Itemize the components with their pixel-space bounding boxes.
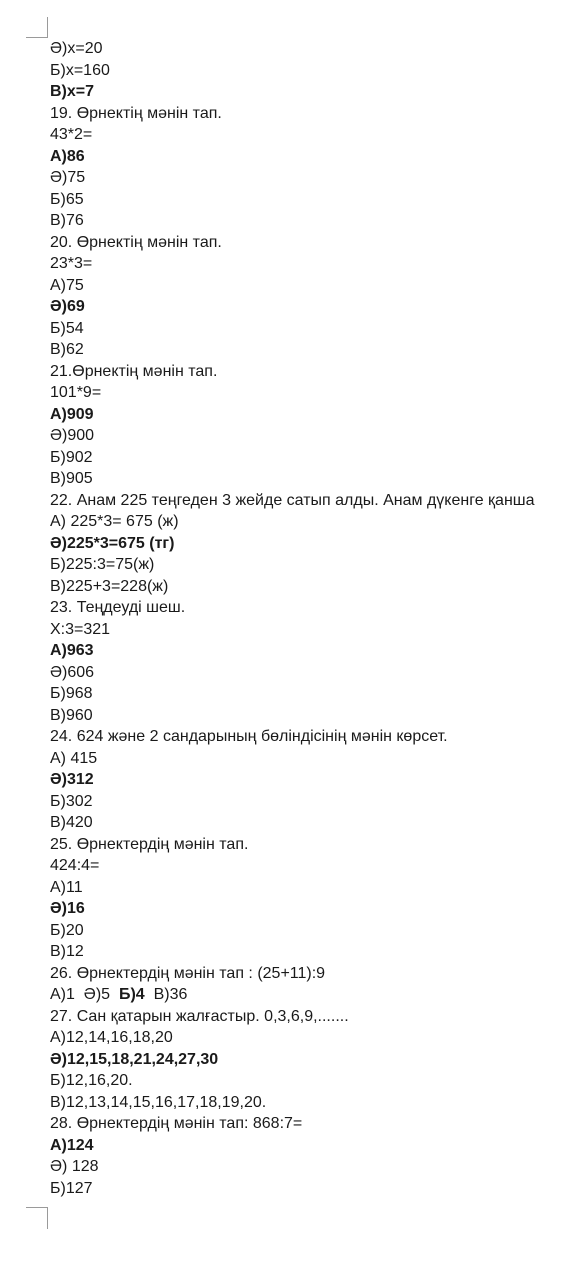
text-line: 424:4= <box>50 857 100 874</box>
q26-options-line <box>50 984 576 1006</box>
text-line: Б)x=160 <box>50 61 110 79</box>
text-line: В)420 <box>50 814 93 831</box>
q26-option-b: Б)4 <box>118 986 145 1003</box>
text-line: Б)12,16,20. <box>50 1072 133 1089</box>
text-line: Ә)x=20 <box>50 40 103 57</box>
text-line: Б)302 <box>50 792 93 810</box>
text-line: А)75 <box>50 276 84 294</box>
text-line: 25. Өрнектердің мәнін тап. <box>50 835 249 853</box>
crop-mark-bottom-vertical <box>47 1207 48 1229</box>
answer-line-highlighted: Ә)312 <box>50 771 94 788</box>
text-line: 22. Анам 225 теңгеден 3 жейде сатып алды. Анам дүкенге қанша <box>50 491 535 509</box>
text-line: А) 415 <box>50 749 98 767</box>
document-page <box>50 38 576 1199</box>
text-line: Б)902 <box>50 448 93 466</box>
text-line: Ә)75 <box>50 169 86 186</box>
text-line: 28. Өрнектердің мәнін тап: 868:7= <box>50 1115 303 1132</box>
text-line: В)76 <box>50 212 84 229</box>
text-line: 19. Өрнектің мәнін тап. <box>50 104 222 122</box>
text-line: 24. 624 және 2 сандарының бөліндісінің мәнін көрсет. <box>50 728 448 745</box>
answer-line-highlighted: Ә)12,15,18,21,24,27,30 <box>50 1050 219 1068</box>
q26-option-v: В)36 <box>153 986 188 1003</box>
question-lines <box>50 38 576 984</box>
text-line: В)62 <box>50 341 84 358</box>
answer-line-highlighted: Ә)69 <box>50 298 85 315</box>
answer-line-highlighted: А)909 <box>50 405 94 423</box>
text-line: 23*3= <box>50 255 93 272</box>
text-line: А) 225*3= 675 (ж) <box>50 513 179 530</box>
q26-option-a: А)1 <box>50 986 75 1003</box>
text-line: Ә)900 <box>50 427 95 444</box>
q26-option-ae: Ә)5 <box>83 986 111 1003</box>
text-line: Х:3=321 <box>50 620 111 638</box>
text-line: Б)54 <box>50 319 84 337</box>
answer-line-highlighted: А)124 <box>50 1136 94 1154</box>
crop-mark-top-vertical <box>47 17 48 38</box>
question-lines-continued <box>50 1006 576 1200</box>
text-line: В)12,13,14,15,16,17,18,19,20. <box>50 1093 267 1111</box>
answer-line-highlighted: В)x=7 <box>50 83 95 100</box>
text-line: Б)127 <box>50 1179 93 1197</box>
crop-mark-top-horizontal <box>26 37 48 38</box>
text-line: 21.Өрнектің мәнін тап. <box>50 362 218 380</box>
text-line: Ә) 128 <box>50 1158 99 1175</box>
text-line: 20. Өрнектің мәнін тап. <box>50 233 222 251</box>
text-line: 43*2= <box>50 126 93 143</box>
text-line: А)11 <box>50 878 83 896</box>
crop-mark-bottom-horizontal <box>26 1207 48 1208</box>
text-line: Ә)606 <box>50 663 95 681</box>
text-line: Б)20 <box>50 921 84 939</box>
answer-line-highlighted: Ә)16 <box>50 900 85 917</box>
text-line: Б)65 <box>50 190 84 208</box>
text-line: Б)968 <box>50 685 93 702</box>
text-line: В)225+3=228(ж) <box>50 577 169 595</box>
text-line: 26. Өрнектердің мәнін тап : (25+11):9 <box>50 964 326 982</box>
text-line: В)905 <box>50 470 93 487</box>
text-line: Б)225:3=75(ж) <box>50 556 155 573</box>
text-line: 23. Теңдеуді шеш. <box>50 599 186 616</box>
text-line: А)12,14,16,18,20 <box>50 1029 173 1046</box>
text-line: В)12 <box>50 943 84 960</box>
answer-line-highlighted: А)86 <box>50 147 85 165</box>
answer-line-highlighted: Ә)225*3=675 (тг) <box>50 534 175 552</box>
text-line: 27. Сан қатарын жалғастыр. 0,3,6,9,....... <box>50 1007 349 1025</box>
text-line: 101*9= <box>50 384 102 401</box>
answer-line-highlighted: А)963 <box>50 642 94 659</box>
text-line: В)960 <box>50 706 93 724</box>
